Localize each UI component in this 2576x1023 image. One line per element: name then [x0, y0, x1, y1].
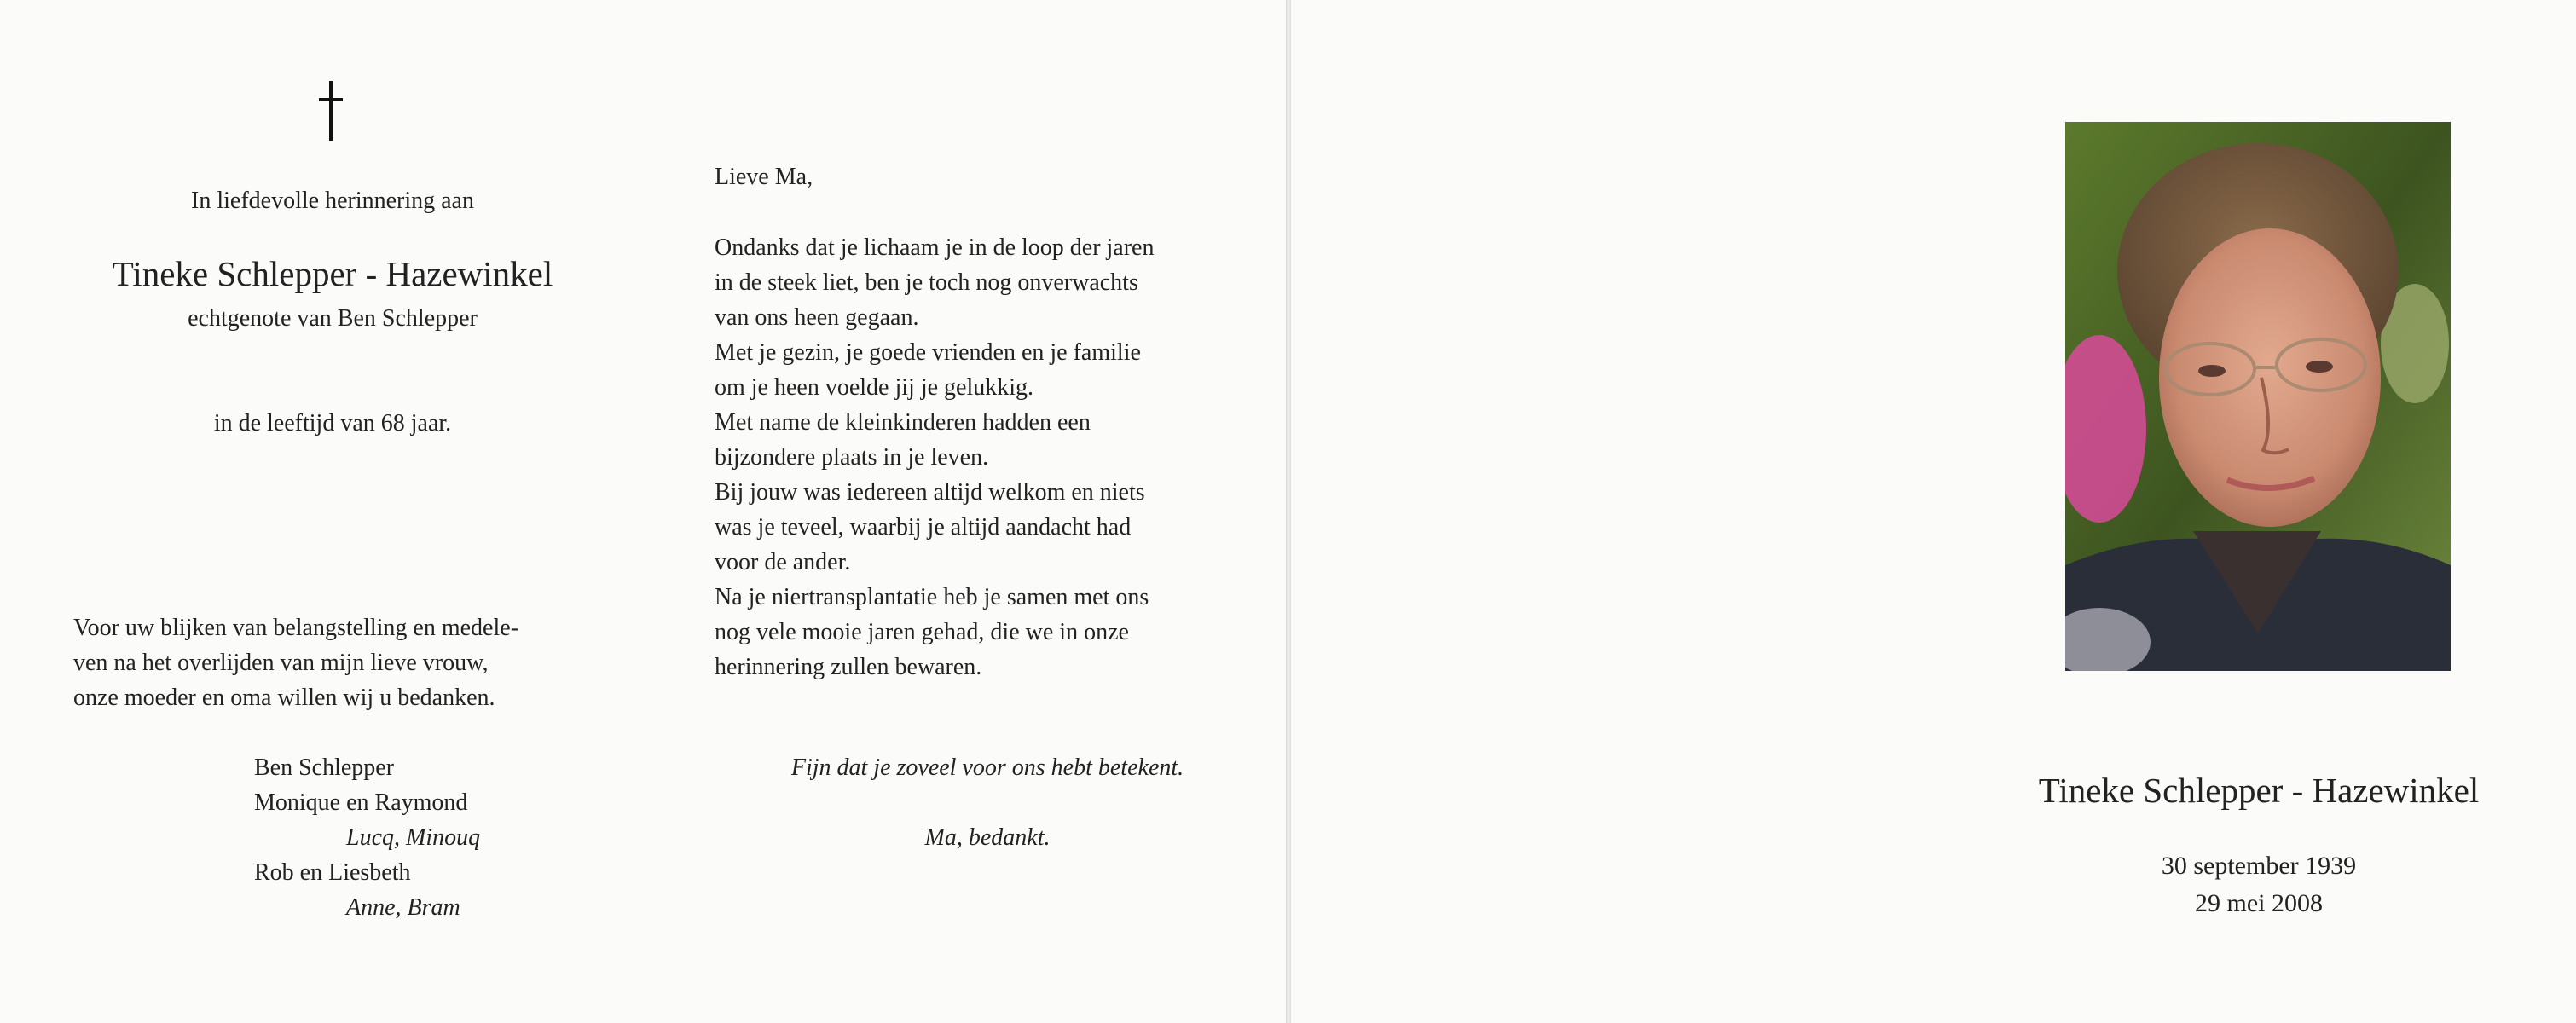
poem-line: voor de ander. — [715, 549, 851, 575]
right-card-page — [1291, 0, 2576, 1023]
poem-line: Met name de kleinkinderen hadden een — [715, 409, 1091, 436]
portrait-photo — [2065, 122, 2451, 671]
poem-line: herinnering zullen bewaren. — [715, 654, 982, 680]
poem-line: om je heen voelde jij je gelukkig. — [715, 374, 1034, 401]
spouse-text: echtgenote van Ben Schlepper — [188, 305, 478, 332]
grandchildren: Lucq, Minouq — [346, 824, 481, 851]
poem-line: was je teveel, waarbij je altijd aandacht had — [715, 514, 1132, 540]
thanks-line: onze moeder en oma willen wij u bedanken. — [73, 685, 495, 711]
grandchildren: Anne, Bram — [346, 894, 460, 921]
thanks-line: Voor uw blijken van belangstelling en medele- — [73, 615, 519, 641]
poem-line: van ons heen gegaan. — [715, 304, 919, 331]
poem-line: Na je niertransplantatie heb je samen met ons — [715, 584, 1149, 610]
family-member: Ben Schlepper — [254, 754, 395, 781]
cross-icon — [315, 81, 346, 141]
poem-text — [715, 230, 1260, 685]
portrait-image — [2065, 122, 2451, 671]
thanks-line: ven na het overlijden van mijn lieve vrouw, — [73, 650, 489, 676]
age-text: in de leeftijd van 68 jaar. — [213, 410, 452, 436]
poem-line: nog vele mooie jaren gehad, die we in onze — [715, 619, 1129, 645]
death-date: 29 mei 2008 — [2195, 889, 2323, 917]
poem-line: Met je gezin, je goede vrienden en je familie — [715, 339, 1141, 366]
closing-line-2: Ma, bedankt. — [924, 824, 1051, 851]
intro-text: In liefdevolle herinnering aan — [191, 188, 474, 214]
family-member: Monique en Raymond — [254, 789, 468, 816]
deceased-name: Tineke Schlepper - Hazewinkel — [112, 254, 553, 293]
poem-line: bijzondere plaats in je leven. — [715, 444, 989, 471]
family-member: Rob en Liesbeth — [254, 859, 411, 886]
deceased-name-front: Tineke Schlepper - Hazewinkel — [2038, 771, 2480, 810]
birth-date: 30 september 1939 — [2161, 852, 2357, 880]
poem-line: Bij jouw was iedereen altijd welkom en niets — [715, 479, 1145, 506]
poem-line: in de steek liet, ben je toch nog onverwachts — [715, 269, 1138, 296]
thanks-paragraph — [73, 610, 619, 715]
poem-line: Ondanks dat je lichaam je in de loop der jaren — [715, 234, 1155, 261]
left-card-page — [0, 0, 1286, 1023]
family-list — [254, 750, 595, 925]
poem-greeting: Lieve Ma, — [715, 164, 813, 190]
closing-line-1: Fijn dat je zoveel voor ons hebt betekent. — [790, 754, 1184, 781]
